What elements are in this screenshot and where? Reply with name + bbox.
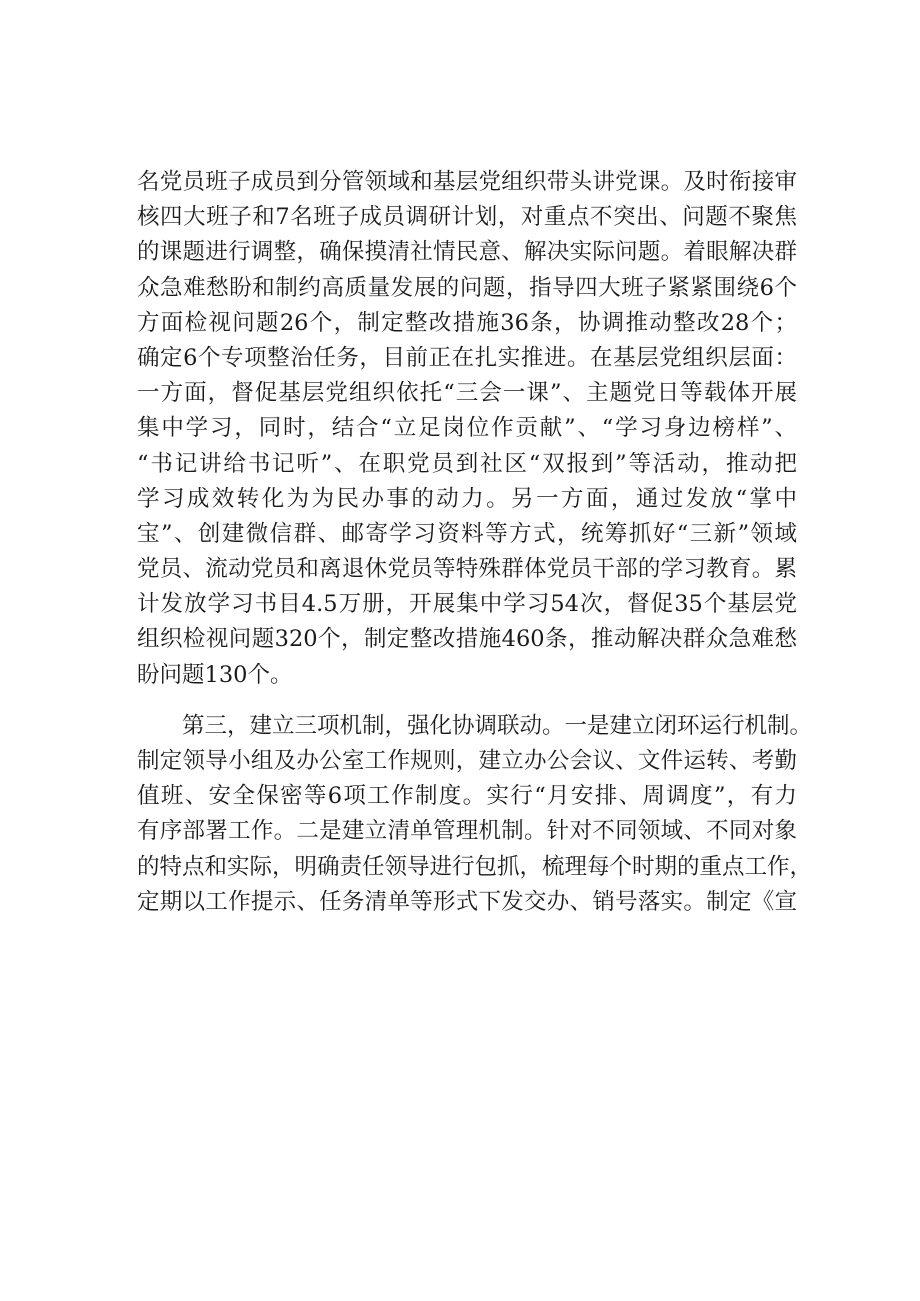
text-line: 计发放学习书目4.5万册，开展集中学习54次，督促35个基层党 <box>137 591 797 618</box>
text-line: 党员、流动党员和离退休党员等特殊群体党员干部的学习教育。累 <box>137 556 797 583</box>
text-line: 众急难愁盼和制约高质量发展的问题，指导四大班子紧紧围绕6个 <box>137 274 797 301</box>
text-line: 核四大班子和7名班子成员调研计划，对重点不突出、问题不聚焦 <box>137 204 797 231</box>
text-line: 名党员班子成员到分管领域和基层党组织带头讲党课。及时衔接审 <box>137 169 797 195</box>
text-line: 值班、安全保密等6项工作制度。实行“月安排、周调度”，有力 <box>137 783 797 810</box>
text-line: 确定6个专项整治任务，目前正在扎实推进。在基层党组织层面： <box>137 344 797 371</box>
document-body <box>137 165 813 920</box>
text-line: 的课题进行调整，确保摸清社情民意、解决实际问题。着眼解决群 <box>137 239 797 266</box>
text-line: 组织检视问题320个，制定整改措施460条，推动解决群众急难愁 <box>137 626 797 653</box>
text-line: 一方面，督促基层党组织依托“三会一课”、主题党日等载体开展 <box>137 380 797 407</box>
text-line: 制定领导小组及办公室工作规则，建立办公会议、文件运转、考勤 <box>137 748 797 774</box>
text-line: 盼问题130个。 <box>137 661 293 688</box>
text-line: 定期以工作提示、任务清单等形式下发交办、销号落实。制定《宣 <box>137 888 797 915</box>
text-line: “书记讲给书记听”、在职党员到社区“双报到”等活动，推动把 <box>137 450 797 477</box>
text-line: 的特点和实际，明确责任领导进行包抓，梳理每个时期的重点工作， <box>137 853 813 880</box>
text-line: 第三，建立三项机制，强化协调联动。一是建立闭环运行机制。 <box>137 712 813 739</box>
paragraph-2 <box>137 709 813 920</box>
paragraph-spacer <box>137 693 797 709</box>
text-line: 有序部署工作。二是建立清单管理机制。针对不同领域、不同对象 <box>137 818 797 845</box>
paragraph-1 <box>137 165 797 693</box>
text-line: 宝”、创建微信群、邮寄学习资料等方式，统筹抓好“三新”领域 <box>137 520 797 547</box>
text-line: 学习成效转化为为民办事的动力。另一方面，通过发放“掌中 <box>137 485 797 512</box>
text-line: 集中学习，同时，结合“立足岗位作贡献”、“学习身边榜样”、 <box>137 415 797 442</box>
text-line: 方面检视问题26个，制定整改措施36条，协调推动整改28个； <box>137 309 797 336</box>
